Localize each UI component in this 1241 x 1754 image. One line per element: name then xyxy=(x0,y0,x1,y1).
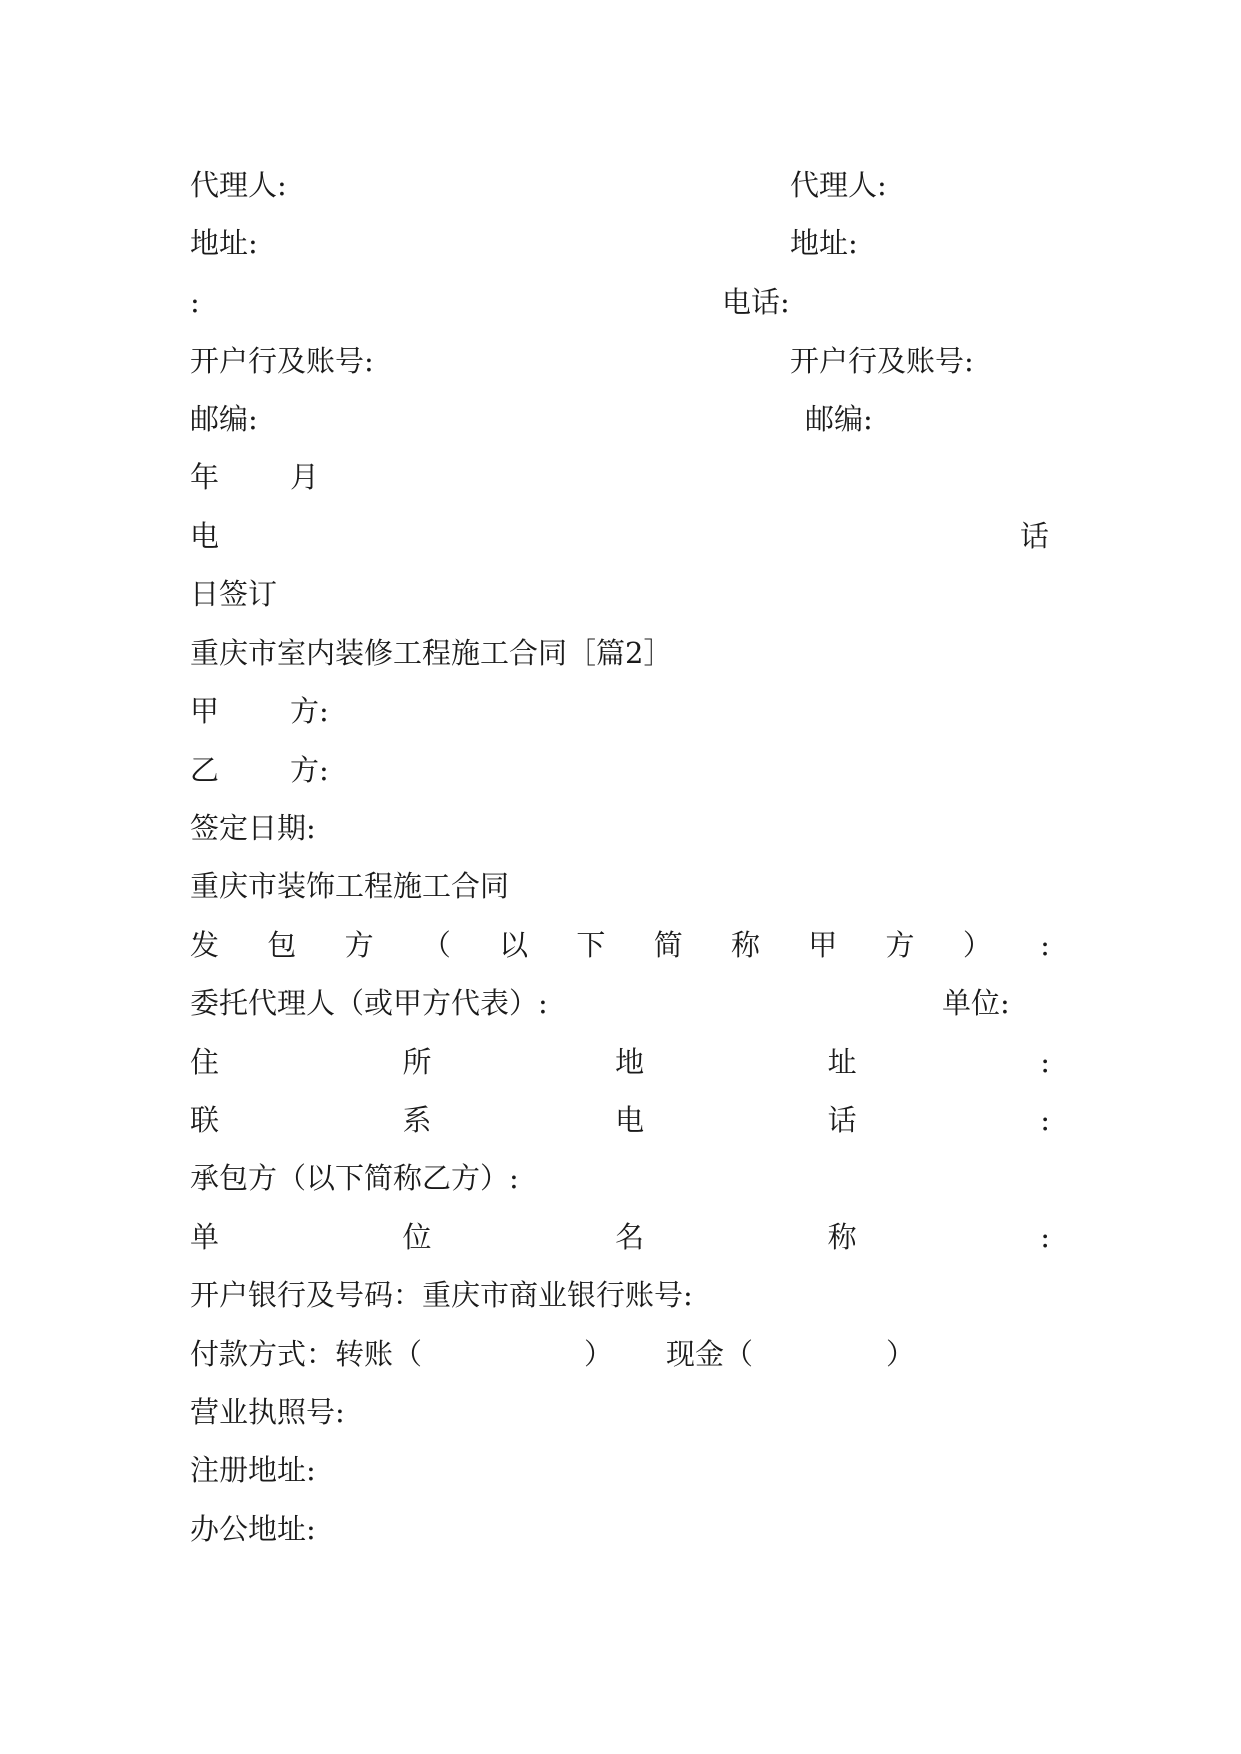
payment-paren-close: ） xyxy=(584,1337,614,1371)
hua: 话 xyxy=(1020,519,1050,553)
party-a-row xyxy=(190,689,1050,733)
party-a-char: 甲 xyxy=(190,694,220,728)
bank-left: 开户行及账号: xyxy=(190,344,374,378)
agent-row xyxy=(190,163,1050,207)
employer-char: : xyxy=(1040,928,1050,962)
postcode-right: 邮编: xyxy=(805,402,873,436)
contract-title: 重庆市室内装修工程施工合同［篇2］ xyxy=(190,636,673,670)
cash-label: 现金（ xyxy=(666,1337,754,1371)
postcode-left: 邮编: xyxy=(190,402,258,436)
colon-left: : xyxy=(190,285,200,319)
phone-row xyxy=(190,280,1050,324)
payment-label: 付款方式：转账（ xyxy=(190,1337,423,1371)
license: 营业执照号: xyxy=(190,1395,345,1429)
party-b-label: 方: xyxy=(290,753,329,787)
contract-subtitle: 重庆市装饰工程施工合同 xyxy=(190,869,510,903)
employer-row xyxy=(190,923,1050,967)
address-row xyxy=(190,221,1050,265)
residence-char: 住 xyxy=(190,1045,220,1079)
agent-left: 代理人: xyxy=(190,168,287,202)
contact-char: 联 xyxy=(190,1103,220,1137)
employer-char: 发 xyxy=(190,928,220,962)
contact-char: : xyxy=(1040,1103,1050,1137)
payment-row xyxy=(190,1332,1050,1376)
unit-name-char: 名 xyxy=(615,1220,645,1254)
address-left: 地址: xyxy=(190,226,258,260)
contact-char: 电 xyxy=(615,1103,645,1137)
employer-char: ） xyxy=(962,928,992,962)
phone-spread-row xyxy=(190,514,1050,558)
residence-char: 址 xyxy=(827,1045,857,1079)
year: 年 xyxy=(190,460,220,494)
year-month-row xyxy=(190,455,1050,499)
contact-char: 系 xyxy=(402,1103,432,1137)
dian: 电 xyxy=(190,519,220,553)
residence-char: 所 xyxy=(402,1045,432,1079)
bank-right: 开户行及账号: xyxy=(790,344,974,378)
party-b-char: 乙 xyxy=(190,753,220,787)
employer-char: 包 xyxy=(267,928,297,962)
unit-name-char: : xyxy=(1040,1220,1050,1254)
reg-address: 注册地址: xyxy=(190,1453,316,1487)
office-address: 办公地址: xyxy=(190,1512,316,1546)
day-signed: 日签订 xyxy=(190,577,278,611)
unit-name-char: 单 xyxy=(190,1220,220,1254)
residence-row xyxy=(190,1040,1050,1084)
unit-name-row xyxy=(190,1215,1050,1259)
party-b-row xyxy=(190,748,1050,792)
employer-char: 方 xyxy=(344,928,374,962)
bank-row xyxy=(190,339,1050,383)
postcode-row xyxy=(190,397,1050,441)
contact-row xyxy=(190,1098,1050,1142)
bank-account: 开户银行及号码：重庆市商业银行账号: xyxy=(190,1278,693,1312)
sign-date: 签定日期: xyxy=(190,811,316,845)
cash-paren-close: ） xyxy=(886,1337,916,1371)
employer-char: 以 xyxy=(499,928,529,962)
address-right: 地址: xyxy=(790,226,858,260)
unit-name-char: 称 xyxy=(827,1220,857,1254)
phone-mid: 电话: xyxy=(722,285,790,319)
employer-char: 甲 xyxy=(808,928,838,962)
employer-char: 方 xyxy=(885,928,915,962)
employer-char: 下 xyxy=(576,928,606,962)
unit-name-char: 位 xyxy=(402,1220,432,1254)
residence-char: 地 xyxy=(615,1045,645,1079)
contact-char: 话 xyxy=(827,1103,857,1137)
employer-char: 称 xyxy=(730,928,760,962)
contractor: 承包方（以下简称乙方）: xyxy=(190,1161,519,1195)
delegate-agent: 委托代理人（或甲方代表）: xyxy=(190,986,548,1020)
employer-char: 简 xyxy=(653,928,683,962)
agent-right: 代理人: xyxy=(790,168,887,202)
unit-label: 单位: xyxy=(942,986,1010,1020)
employer-char: （ xyxy=(421,928,451,962)
agent-unit-row xyxy=(190,981,1050,1025)
party-a-label: 方: xyxy=(290,694,329,728)
month: 月 xyxy=(290,460,320,494)
residence-char: : xyxy=(1040,1045,1050,1079)
